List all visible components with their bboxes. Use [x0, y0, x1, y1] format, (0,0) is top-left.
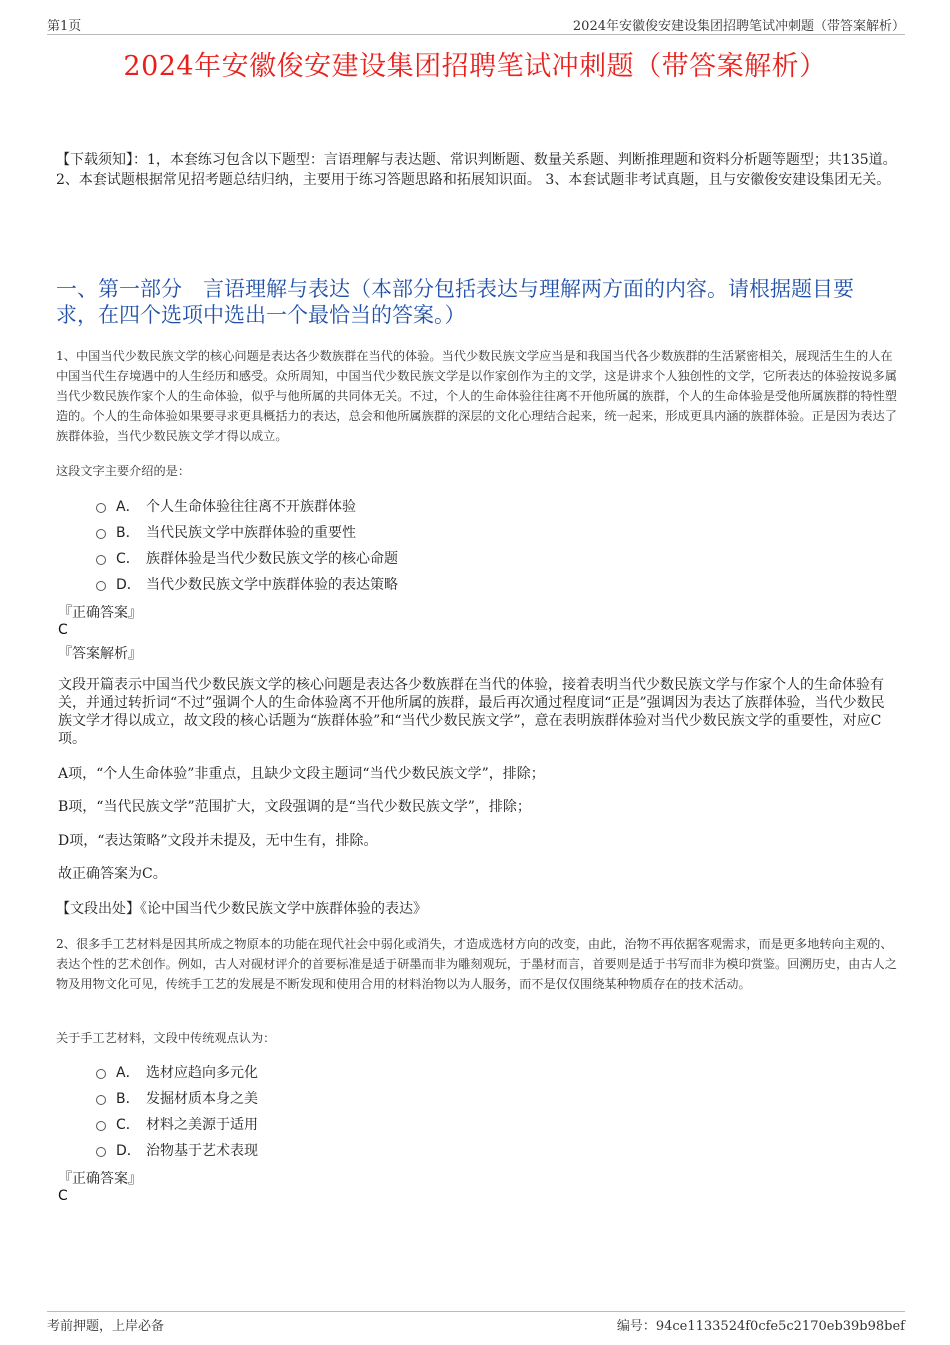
- answer-label: 『正确答案』: [58, 605, 142, 621]
- analysis-paragraph-3: B项，“当代民族文学”范围扩大，文段强调的是“当代少数民族文学”，排除；: [58, 799, 531, 815]
- radio-icon[interactable]: [96, 503, 106, 513]
- analysis-paragraph-4: D项，“表达策略”文段并未提及，无中生有，排除。: [58, 833, 378, 849]
- page-footer: [47, 1311, 905, 1334]
- radio-icon[interactable]: [96, 1095, 106, 1105]
- radio-icon[interactable]: [96, 1121, 106, 1131]
- header-doc-title: 2024年安徽俊安建设集团招聘笔试冲刺题（带答案解析）: [572, 19, 905, 34]
- option-text: 个人生命体验往往离不开族群体验: [146, 499, 356, 515]
- page-header: [47, 14, 905, 35]
- option-a[interactable]: A． 个人生命体验往往离不开族群体验: [96, 493, 398, 519]
- question-2-options: [96, 1059, 258, 1163]
- option-text: 选材应趋向多元化: [146, 1065, 258, 1081]
- footer-slogan: 考前押题，上岸必备: [47, 1319, 165, 1334]
- radio-icon[interactable]: [96, 581, 106, 591]
- answer-value: C: [58, 622, 68, 638]
- document-title: 2024年安徽俊安建设集团招聘笔试冲刺题（带答案解析）: [123, 51, 827, 82]
- option-a[interactable]: A． 选材应趋向多元化: [96, 1059, 258, 1085]
- option-b[interactable]: B． 当代民族文学中族群体验的重要性: [96, 519, 398, 545]
- radio-icon[interactable]: [96, 555, 106, 565]
- analysis-label: 『答案解析』: [58, 646, 142, 662]
- option-c[interactable]: C． 族群体验是当代少数民族文学的核心命题: [96, 545, 398, 571]
- radio-icon[interactable]: [96, 529, 106, 539]
- answer-label: 『正确答案』: [58, 1171, 142, 1187]
- question-2-passage: 2、很多手工艺材料是因其所成之物原本的功能在现代社会中弱化或消失，才造成选材方向的改变，由此，治物不再依据客观需求，而是更多地转向主观的、表达个性的艺术创作。例如，古人对砚材评介的首要标准是适于研墨而非为雕刻观玩，于墨材而言，首要则是适于书写而非为模印赏鉴。回溯历史，由古人之物及用物文化可见，传统手工艺的发展是不断发现和使用合用的材料治物以为人服务，而不是仅仅围绕某种物质存在的技术活动。: [56, 937, 897, 991]
- page-number: 第1页: [47, 19, 82, 34]
- document-id: 编号：94ce1133524f0cfe5c2170eb39b98bef: [616, 1319, 905, 1334]
- question-2-stem: 关于手工艺材料，文段中传统观点认为：: [56, 1031, 276, 1045]
- option-b[interactable]: B． 发掘材质本身之美: [96, 1085, 258, 1111]
- option-c[interactable]: C． 材料之美源于适用: [96, 1111, 258, 1137]
- option-text: 发掘材质本身之美: [146, 1091, 258, 1107]
- option-text: 族群体验是当代少数民族文学的核心命题: [146, 551, 398, 567]
- download-notice: 【下载须知】：1，本套练习包含以下题型：言语理解与表达题、常识判断题、数量关系题、判断推理题和资料分析题等题型；共135道。 2、本套试题根据常见招考题总结归纳，主要用于练习答题思路和拓展知识面。 3、本套试题非考试真题，且与安徽俊安建设集团无关。: [56, 152, 897, 188]
- option-text: 材料之美源于适用: [146, 1117, 258, 1133]
- question-1-passage: 1、中国当代少数民族文学的核心问题是表达各少数族群在当代的体验。当代少数民族文学应当是和我国当代各少数族群的生活紧密相关，展现活生生的人在中国当代生存境遇中的人生经历和感受。众所周知，中国当代少数民族文学是以作家创作为主的文学，这是讲求个人独创性的文学，它所表达的体验按说多属当代少数民族作家个人的生命体验，似乎与他所属的共同体无关。不过，个人的生命体验往往离不开他所属的族群，个人的生命体验是受他所属族群的特性塑造的。个人的生命体验如果要寻求更具概括力的表达，总会和他所属族群的深层的文化心理结合起来，统一起来，形成更具内涵的族群体验。正是因为表达了族群体验，当代少数民族文学才得以成立。: [56, 349, 897, 443]
- option-d[interactable]: D． 治物基于艺术表现: [96, 1137, 258, 1163]
- analysis-paragraph-1: 文段开篇表示中国当代少数民族文学的核心问题是表达各少数族群在当代的体验，接着表明当代少数民族文学与作家个人的生命体验有关，并通过转折词“不过”强调个人的生命体验离不开他所属的族群，最后再次通过程度词“正是”强调因为表达了族群体验，当代少数民族文学才得以成立，故文段的核心话题为“族群体验”和“当代少数民族文学”，意在表明族群体验对当代少数民族文学的重要性，对应C项。: [58, 677, 885, 747]
- question-1-stem: 这段文字主要介绍的是：: [56, 464, 191, 478]
- analysis-conclusion: 故正确答案为C。: [58, 866, 167, 882]
- analysis-paragraph-2: A项，“个人生命体验”非重点，且缺少文段主题词“当代少数民族文学”，排除；: [58, 766, 545, 782]
- answer-value: C: [58, 1188, 68, 1204]
- passage-source: 【文段出处】《论中国当代少数民族文学中族群体验的表达》: [56, 901, 427, 917]
- option-text: 治物基于艺术表现: [146, 1143, 258, 1159]
- option-text: 当代少数民族文学中族群体验的表达策略: [146, 577, 398, 593]
- section-heading: 一、第一部分 言语理解与表达（本部分包括表达与理解两方面的内容。请根据题目要求，在四个选项中选出一个最恰当的答案。）: [56, 277, 854, 327]
- radio-icon[interactable]: [96, 1069, 106, 1079]
- question-1-options: [96, 493, 398, 597]
- radio-icon[interactable]: [96, 1147, 106, 1157]
- option-d[interactable]: D． 当代少数民族文学中族群体验的表达策略: [96, 571, 398, 597]
- option-text: 当代民族文学中族群体验的重要性: [146, 525, 356, 541]
